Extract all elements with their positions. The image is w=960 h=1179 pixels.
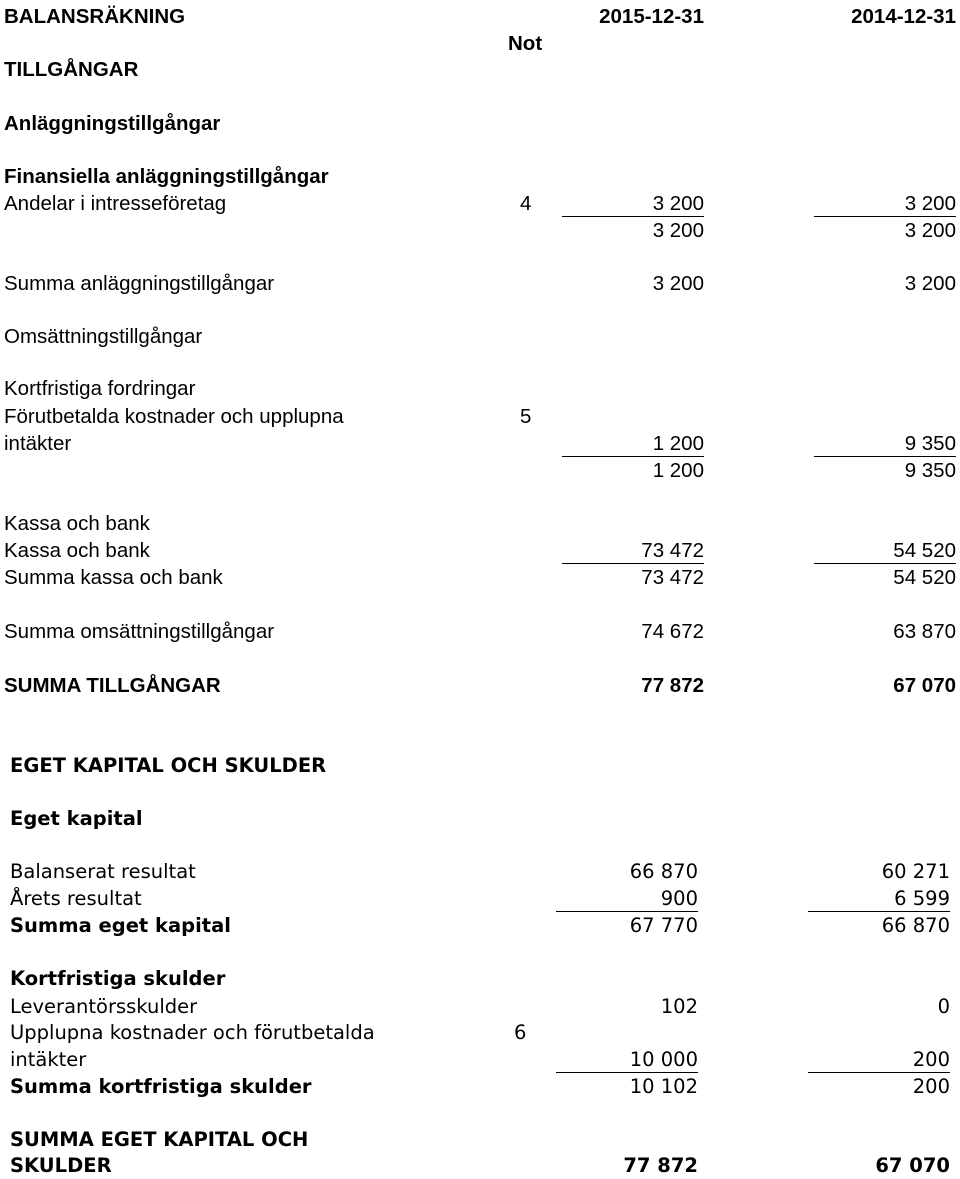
cash-total-row <box>0 565 960 591</box>
row-value-2014: 54 520 <box>893 539 956 562</box>
row-accrued-line2 <box>0 1047 960 1073</box>
col2-date-header: 2014-12-31 <box>851 5 956 28</box>
row-value-2014: 66 870 <box>881 914 950 937</box>
row-suppliers <box>0 994 960 1020</box>
row-label: Förutbetalda kostnader och upplupna <box>4 405 344 428</box>
financial-assets-heading: Finansiella anläggningstillgångar <box>4 165 329 188</box>
receivables-heading-row <box>0 376 960 402</box>
row-value-2015: 102 <box>660 995 698 1018</box>
row-value-2015: 77 872 <box>641 674 704 697</box>
row-label: SUMMA EGET KAPITAL OCH <box>10 1128 309 1151</box>
row-label: Summa kassa och bank <box>4 566 223 589</box>
receivables-subtotal-row <box>0 458 960 484</box>
row-value-2015: 77 872 <box>623 1154 698 1177</box>
subtotal-value-2014: 9 350 <box>904 459 956 482</box>
col1-date-header: 2015-12-31 <box>599 5 704 28</box>
cash-heading-row <box>0 511 960 537</box>
row-value-2015: 10 000 <box>629 1048 698 1071</box>
short-liabilities-heading-row <box>0 966 960 992</box>
current-assets-heading-row <box>0 324 960 350</box>
receivables-heading: Kortfristiga fordringar <box>4 377 196 400</box>
fixed-assets-total-row <box>0 271 960 297</box>
row-label: SKULDER <box>10 1154 112 1177</box>
row-value-2014: 67 070 <box>875 1154 950 1177</box>
row-value-2015: 73 472 <box>641 566 704 589</box>
row-label: SUMMA TILLGÅNGAR <box>4 674 221 697</box>
note-column-header: Not <box>508 32 543 55</box>
row-label: Årets resultat <box>10 887 142 910</box>
row-retained-earnings <box>0 859 960 885</box>
row-value-2015: 900 <box>660 887 698 910</box>
row-label: intäkter <box>10 1048 87 1071</box>
row-value-2015: 3 200 <box>652 272 704 295</box>
row-label: intäkter <box>4 432 72 455</box>
row-label: Summa eget kapital <box>10 914 231 937</box>
row-note: 5 <box>520 405 532 428</box>
note-header-row <box>0 31 960 57</box>
underline-col2 <box>814 563 956 564</box>
equity-total-row <box>0 913 960 939</box>
liabilities-heading: EGET KAPITAL OCH SKULDER <box>10 754 327 777</box>
row-year-result <box>0 886 960 912</box>
row-value-2015: 74 672 <box>641 620 704 643</box>
row-prepaid-line1 <box>0 404 960 430</box>
row-label: Kassa och bank <box>4 539 150 562</box>
underline-col1 <box>562 563 704 564</box>
underline-col1 <box>556 1072 698 1073</box>
row-value-2015: 3 200 <box>652 192 704 215</box>
row-value-2014: 0 <box>937 995 950 1018</box>
underline-col2 <box>814 216 956 217</box>
row-intresseforetag <box>0 191 960 217</box>
assets-grand-total-row <box>0 673 960 699</box>
underline-col1 <box>562 216 704 217</box>
row-value-2014: 63 870 <box>893 620 956 643</box>
row-value-2014: 54 520 <box>893 566 956 589</box>
assets-heading-row <box>0 57 960 83</box>
current-assets-total-row <box>0 619 960 645</box>
short-liabilities-heading: Kortfristiga skulder <box>10 967 226 990</box>
liabilities-grand-total-line2 <box>0 1153 960 1179</box>
row-value-2014: 200 <box>912 1075 950 1098</box>
short-liabilities-total-row <box>0 1074 960 1100</box>
liabilities-heading-row <box>0 753 960 779</box>
row-label: Summa omsättningstillgångar <box>4 620 275 643</box>
row-value-2014: 9 350 <box>904 432 956 455</box>
row-value-2015: 1 200 <box>652 432 704 455</box>
row-label: Leverantörsskulder <box>10 995 198 1018</box>
row-value-2014: 60 271 <box>881 860 950 883</box>
financial-subtotal-row <box>0 218 960 244</box>
current-assets-heading: Omsättningstillgångar <box>4 325 203 348</box>
row-value-2015: 66 870 <box>629 860 698 883</box>
page-title: BALANSRÄKNING <box>4 5 186 28</box>
row-label: Upplupna kostnader och förutbetalda <box>10 1021 375 1044</box>
row-value-2015: 10 102 <box>629 1075 698 1098</box>
row-value-2014: 3 200 <box>904 272 956 295</box>
cash-heading: Kassa och bank <box>4 512 150 535</box>
subtotal-value-2015: 3 200 <box>652 219 704 242</box>
equity-heading: Eget kapital <box>10 807 143 830</box>
subtotal-value-2015: 1 200 <box>652 459 704 482</box>
row-accrued-line1 <box>0 1020 960 1046</box>
subtotal-value-2014: 3 200 <box>904 219 956 242</box>
row-prepaid-line2 <box>0 431 960 457</box>
row-value-2015: 73 472 <box>641 539 704 562</box>
row-cash <box>0 538 960 564</box>
header-row <box>0 4 960 30</box>
row-value-2014: 6 599 <box>894 887 950 910</box>
row-value-2014: 3 200 <box>904 192 956 215</box>
row-value-2015: 67 770 <box>629 914 698 937</box>
row-label: Summa anläggningstillgångar <box>4 272 275 295</box>
row-value-2014: 200 <box>912 1048 950 1071</box>
equity-heading-row <box>0 806 960 832</box>
underline-col2 <box>814 456 956 457</box>
underline-col2 <box>808 911 950 912</box>
underline-col1 <box>556 911 698 912</box>
row-note: 4 <box>520 192 532 215</box>
row-label: Andelar i intresseföretag <box>4 192 227 215</box>
underline-col2 <box>808 1072 950 1073</box>
financial-assets-heading-row <box>0 164 960 190</box>
fixed-assets-heading-row <box>0 111 960 137</box>
assets-heading: TILLGÅNGAR <box>4 58 139 81</box>
row-label: Balanserat resultat <box>10 860 196 883</box>
fixed-assets-heading: Anläggningstillgångar <box>4 112 221 135</box>
liabilities-grand-total-line1 <box>0 1127 960 1153</box>
row-note: 6 <box>514 1021 527 1044</box>
underline-col1 <box>562 456 704 457</box>
row-value-2014: 67 070 <box>893 674 956 697</box>
row-label: Summa kortfristiga skulder <box>10 1075 312 1098</box>
